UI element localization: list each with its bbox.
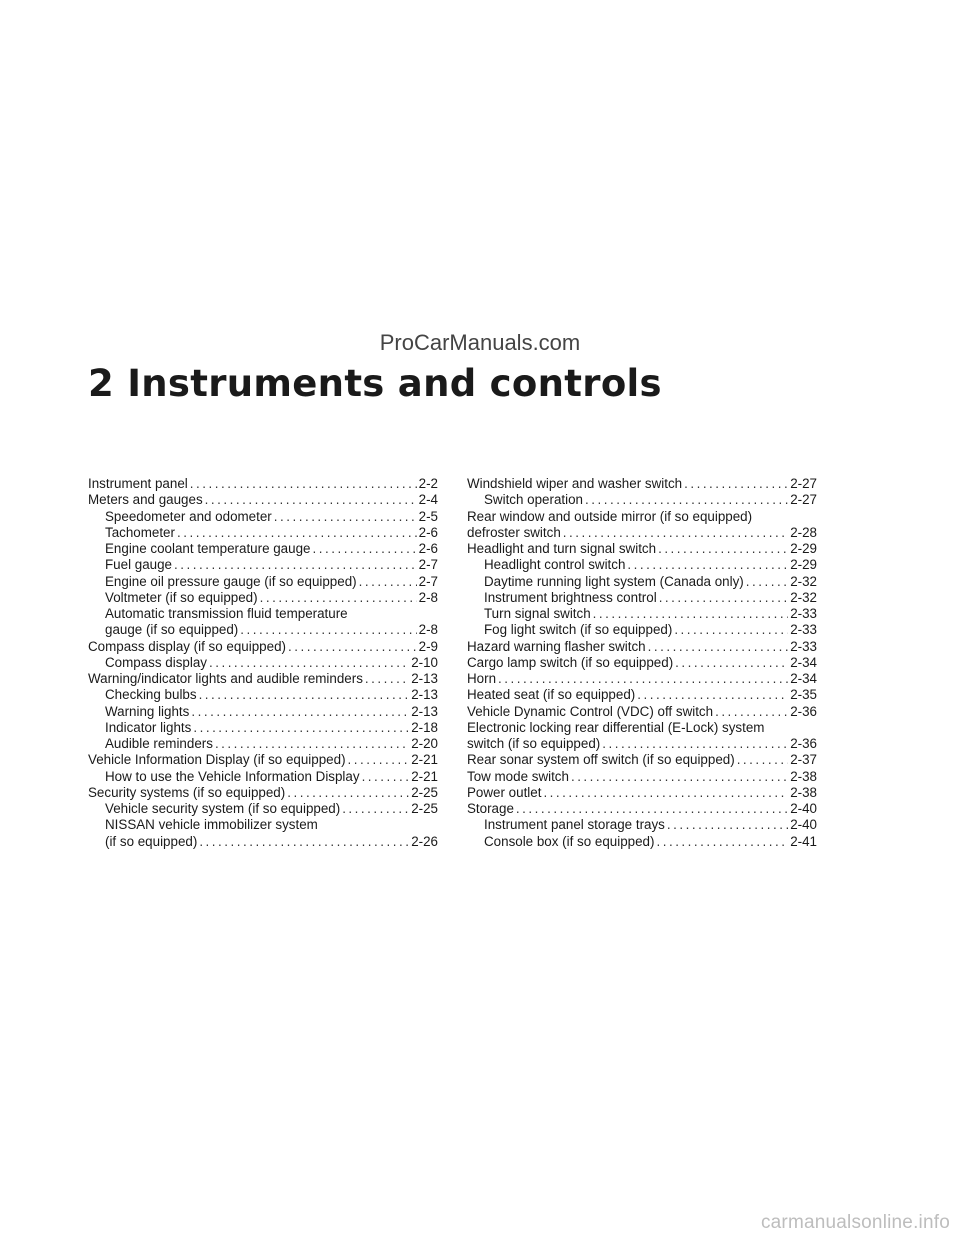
- toc-subentry[interactable]: [88, 557, 438, 573]
- toc-right-column: [467, 476, 817, 850]
- toc-page-number: 2-7: [418, 573, 438, 589]
- toc-entry-label: Tow mode switch: [467, 768, 569, 784]
- toc-entry[interactable]: [467, 785, 817, 801]
- toc-entry-label: Headlight and turn signal switch: [467, 541, 657, 556]
- toc-left-column: [88, 476, 438, 850]
- toc-page-number: 2-13: [411, 687, 438, 703]
- toc-page-number: 2-33: [790, 638, 817, 654]
- toc-leader-dots: [656, 834, 788, 850]
- toc-entry[interactable]: [467, 687, 817, 703]
- toc-leader-dots: [362, 769, 410, 785]
- toc-page-number: 2-25: [411, 784, 438, 800]
- toc-page-number: 2-33: [790, 606, 817, 621]
- toc-page-number: 2-5: [418, 508, 438, 524]
- toc-page-number: 2-26: [411, 833, 438, 849]
- toc-page-number: 2-38: [790, 768, 817, 784]
- toc-page-number: 2-40: [790, 817, 817, 833]
- toc-subentry[interactable]: [88, 687, 438, 703]
- toc-subentry[interactable]: [88, 834, 438, 850]
- toc-page-number: 2-41: [790, 833, 817, 849]
- toc-entry-label: Instrument brightness control: [484, 589, 657, 605]
- toc-entry-lead: Automatic transmission fluid temperature: [105, 606, 348, 621]
- toc-entry-label: Headlight control switch: [484, 557, 626, 573]
- toc-page-number: 2-25: [411, 801, 438, 816]
- toc-entry-label: (if so equipped): [105, 833, 198, 849]
- toc-page-number: 2-29: [790, 541, 817, 556]
- toc-page-number: 2-4: [418, 492, 438, 508]
- toc-page-number: 2-40: [790, 801, 817, 816]
- toc-leader-dots: [365, 671, 409, 687]
- toc-page-number: 2-13: [411, 703, 438, 719]
- toc-entry-label: defroster switch: [467, 524, 561, 540]
- toc-entry[interactable]: [88, 639, 438, 655]
- toc-entry-label: Checking bulbs: [105, 687, 197, 703]
- toc-leader-dots: [659, 590, 789, 606]
- chapter-title: 2 Instruments and controls: [88, 362, 662, 405]
- toc-entry-label: Compass display: [105, 654, 207, 670]
- toc-entry-label: Vehicle Dynamic Control (VDC) off switch: [467, 703, 714, 719]
- toc-page-number: 2-8: [418, 589, 438, 605]
- toc-entry[interactable]: [88, 785, 438, 801]
- toc-leader-dots: [637, 687, 788, 703]
- toc-entry-label: Switch operation: [484, 492, 583, 508]
- toc-page-number: 2-37: [790, 752, 817, 768]
- toc-leader-dots: [190, 476, 417, 492]
- toc-leader-dots: [215, 736, 409, 752]
- toc-entry[interactable]: [88, 671, 438, 687]
- toc-entry-label: Fog light switch (if so equipped): [484, 622, 673, 638]
- toc-page-number: 2-6: [418, 541, 438, 556]
- toc-leader-dots: [287, 785, 409, 801]
- toc-leader-dots: [288, 639, 417, 655]
- toc-entry[interactable]: [88, 492, 438, 508]
- toc-leader-dots: [359, 574, 417, 590]
- toc-leader-dots: [571, 769, 788, 785]
- toc-page-number: 2-34: [790, 671, 817, 686]
- toc-entry-label: gauge (if so equipped): [105, 622, 239, 638]
- toc-page-number: 2-10: [411, 654, 438, 670]
- toc-subentry[interactable]: [88, 590, 438, 606]
- toc-leader-dots: [658, 541, 788, 557]
- toc-page-number: 2-36: [790, 703, 817, 719]
- toc-subentry[interactable]: [88, 704, 438, 720]
- toc-subentry[interactable]: [88, 509, 438, 525]
- toc-page-number: 2-8: [418, 622, 438, 638]
- toc-entry[interactable]: [467, 671, 817, 687]
- toc-leader-dots: [648, 639, 789, 655]
- toc-entry-label: Storage: [467, 801, 514, 816]
- toc-entry-label: Audible reminders: [105, 736, 213, 751]
- toc-entry[interactable]: [467, 525, 817, 541]
- toc-subentry[interactable]: [467, 622, 817, 638]
- toc-page-number: 2-34: [790, 654, 817, 670]
- toc-leader-dots: [746, 574, 788, 590]
- toc-entry-lead: NISSAN vehicle immobilizer system: [105, 817, 318, 833]
- toc-entry-label: Instrument panel: [88, 476, 188, 491]
- toc-entry-label: Tachometer: [105, 524, 175, 540]
- toc-subentry[interactable]: [88, 720, 438, 736]
- toc-entry-label: Hazard warning flasher switch: [467, 638, 646, 654]
- toc-entry[interactable]: [467, 769, 817, 785]
- toc-leader-dots: [667, 817, 788, 833]
- toc-entry-label: Console box (if so equipped): [484, 833, 655, 849]
- toc-entry-label: Rear sonar system off switch (if so equipped): [467, 752, 735, 768]
- toc-page-number: 2-27: [790, 492, 817, 508]
- toc-leader-dots: [684, 476, 788, 492]
- toc-page-number: 2-33: [790, 622, 817, 638]
- toc-subentry[interactable]: [467, 834, 817, 850]
- toc-subentry[interactable]: [467, 606, 817, 622]
- toc-leader-dots: [240, 622, 416, 638]
- toc-entry-label: Fuel gauge: [105, 557, 173, 573]
- toc-entry[interactable]: [467, 752, 817, 768]
- toc-leader-dots: [312, 541, 416, 557]
- toc-subentry[interactable]: [88, 525, 438, 541]
- toc-page-number: 2-32: [790, 589, 817, 605]
- watermark-bottom: carmanualsonline.info: [760, 1212, 950, 1233]
- toc-entry-label: Indicator lights: [105, 719, 192, 735]
- toc-entry-label: Daytime running light system (Canada only): [484, 573, 744, 589]
- toc-page-number: 2-21: [411, 768, 438, 784]
- toc-subentry[interactable]: [467, 492, 817, 508]
- toc-page-number: 2-21: [411, 752, 438, 768]
- watermark-top: ProCarManuals.com: [379, 330, 581, 355]
- toc-entry-label: Horn: [467, 671, 497, 686]
- toc-subentry[interactable]: [467, 817, 817, 833]
- toc-entry-label: Meters and gauges: [88, 492, 203, 508]
- toc-entry-label: Power outlet: [467, 784, 542, 800]
- toc-leader-dots: [174, 557, 417, 573]
- toc-entry-label: Instrument panel storage trays: [484, 817, 665, 833]
- toc-leader-dots: [348, 752, 410, 768]
- toc-page-number: 2-13: [411, 671, 438, 686]
- toc-page-number: 2-35: [790, 687, 817, 703]
- toc-subentry[interactable]: [88, 769, 438, 785]
- toc-subentry[interactable]: [88, 736, 438, 752]
- toc-leader-dots: [209, 655, 409, 671]
- toc-entry-label: Security systems (if so equipped): [88, 784, 286, 800]
- toc-subentry[interactable]: [88, 622, 438, 638]
- toc-leader-dots: [205, 492, 417, 508]
- toc-leader-dots: [199, 834, 409, 850]
- toc-leader-dots: [193, 720, 409, 736]
- toc-entry[interactable]: [467, 655, 817, 671]
- toc-leader-dots: [177, 525, 417, 541]
- toc-leader-dots: [675, 655, 788, 671]
- toc-entry-lead: Electronic locking rear differential (E-Lock) system: [467, 719, 765, 735]
- toc-entry[interactable]: [467, 541, 817, 557]
- toc-subentry[interactable]: [88, 574, 438, 590]
- toc-page-number: 2-36: [790, 736, 817, 751]
- toc-entry-lead: Rear window and outside mirror (if so equipped): [467, 508, 753, 524]
- toc-leader-dots: [737, 752, 789, 768]
- toc-page-number: 2-9: [418, 638, 438, 654]
- toc-leader-dots: [627, 557, 788, 573]
- toc-leader-dots: [602, 736, 788, 752]
- toc-entry-label: Vehicle security system (if so equipped): [105, 801, 341, 816]
- toc-page-number: 2-27: [790, 476, 817, 491]
- toc-page-number: 2-29: [790, 557, 817, 573]
- toc-page-number: 2-2: [418, 476, 438, 491]
- toc-leader-dots: [260, 590, 417, 606]
- toc-entry-label: Engine coolant temperature gauge: [105, 541, 311, 556]
- toc-leader-dots: [199, 687, 410, 703]
- toc-entry-label: Warning/indicator lights and audible reminders: [88, 671, 363, 686]
- toc-leader-dots: [715, 704, 788, 720]
- toc-entry-label: Windshield wiper and washer switch: [467, 476, 683, 491]
- toc-entry-label: Turn signal switch: [484, 606, 591, 621]
- toc-entry[interactable]: [88, 476, 438, 492]
- toc-entry[interactable]: [88, 752, 438, 768]
- toc-leader-dots: [674, 622, 788, 638]
- toc-leader-dots: [342, 801, 409, 817]
- toc-page-number: 2-20: [411, 736, 438, 751]
- toc-entry[interactable]: [467, 736, 817, 752]
- toc-leader-dots: [585, 492, 788, 508]
- toc-subentry[interactable]: [467, 557, 817, 573]
- toc-leader-dots: [498, 671, 788, 687]
- toc-leader-dots: [563, 525, 788, 541]
- toc-page-number: 2-6: [418, 524, 438, 540]
- toc-subentry[interactable]: [88, 801, 438, 817]
- toc-leader-dots: [274, 509, 417, 525]
- toc-entry-label: switch (if so equipped): [467, 736, 601, 751]
- toc-subentry[interactable]: [88, 655, 438, 671]
- toc-entry-label: Compass display (if so equipped): [88, 638, 286, 654]
- toc-entry-label: Speedometer and odometer: [105, 508, 272, 524]
- toc-entry-label: Voltmeter (if so equipped): [105, 589, 258, 605]
- toc-leader-dots: [516, 801, 788, 817]
- toc-entry-label: Heated seat (if so equipped): [467, 687, 636, 703]
- toc-leader-dots: [543, 785, 788, 801]
- toc-subentry[interactable]: [88, 541, 438, 557]
- toc-entry-label: Engine oil pressure gauge (if so equipped): [105, 573, 357, 589]
- toc-subentry[interactable]: [467, 574, 817, 590]
- toc-entry[interactable]: [467, 639, 817, 655]
- toc-entry-label: Cargo lamp switch (if so equipped): [467, 654, 674, 670]
- toc-page-number: 2-7: [418, 557, 438, 573]
- toc-entry-label: Warning lights: [105, 703, 190, 719]
- toc-entry[interactable]: [467, 704, 817, 720]
- toc-page-number: 2-32: [790, 573, 817, 589]
- toc-page-number: 2-18: [411, 719, 438, 735]
- toc-subentry[interactable]: [467, 590, 817, 606]
- toc-page-number: 2-38: [790, 784, 817, 800]
- toc-entry[interactable]: [467, 801, 817, 817]
- toc-leader-dots: [191, 704, 409, 720]
- toc-entry-label: Vehicle Information Display (if so equipped): [88, 752, 346, 768]
- toc-entry-label: How to use the Vehicle Information Display: [105, 768, 360, 784]
- toc-entry[interactable]: [467, 476, 817, 492]
- toc-page-number: 2-28: [790, 524, 817, 540]
- toc-leader-dots: [593, 606, 789, 622]
